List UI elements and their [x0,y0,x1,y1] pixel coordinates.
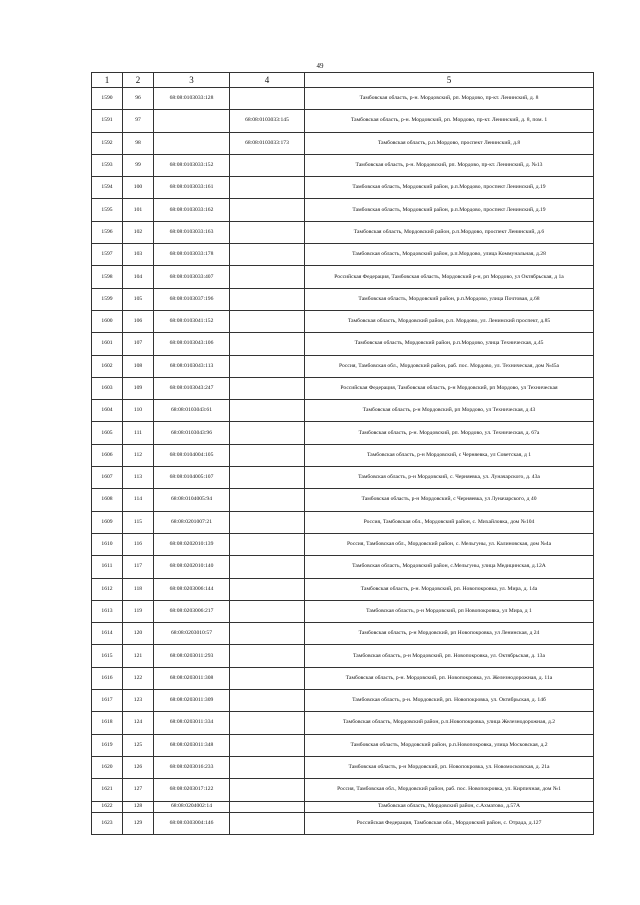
table-row [92,801,594,813]
table-row [92,511,594,533]
table-row [92,154,594,176]
record-number-cell: 1619 [92,734,123,756]
cadastral-number-cell: 68:08:0303004:146 [154,813,230,835]
premises-cadastral-number-cell [230,667,305,689]
row-index-cell: 108 [123,355,154,377]
row-index-cell: 125 [123,734,154,756]
row-index-cell: 107 [123,333,154,355]
cadastral-number-cell: 68:08:0203011:293 [154,645,230,667]
table-row [92,244,594,266]
address-cell: Россия, Тамбовская обл., Мордовский район, с. Мельгуны, ул. Калиновская, дом №4а [305,533,594,555]
record-number-cell: 1621 [92,779,123,801]
premises-cadastral-number-cell [230,355,305,377]
table-row [92,645,594,667]
row-index-cell: 129 [123,813,154,835]
address-cell: Тамбовская область, Мордовский район, с.Мельгуны, улица Медицинская, д.12А [305,556,594,578]
record-number-cell: 1612 [92,578,123,600]
address-cell: Тамбовская область, р-н. Мордовский, рп. Мордово, ул. Техническая, д. 67а [305,422,594,444]
cadastral-number-cell: 68:08:0103043:113 [154,355,230,377]
cadastral-number-cell: 68:08:0103033:128 [154,88,230,110]
cadastral-number-cell: 68:08:0103037:196 [154,288,230,310]
cadastral-number-cell: 68:08:0202010:140 [154,556,230,578]
premises-cadastral-number-cell [230,244,305,266]
address-cell: Тамбовская область, р-н. Мордовский, рп. Новопокровка, ул. Железнодорожная, д. 11а [305,667,594,689]
premises-cadastral-number-cell: 68:08:0103033:145 [230,110,305,132]
header-row [92,73,594,88]
row-index-cell: 114 [123,489,154,511]
row-index-cell: 98 [123,132,154,154]
premises-cadastral-number-cell [230,645,305,667]
column-header-3: 3 [154,73,230,88]
cadastral-number-cell: 68:08:0204002:14 [154,801,230,813]
row-index-cell: 97 [123,110,154,132]
address-cell: Тамбовская область, Мордовский район, р.п.Мордово, улица Техническая, д.45 [305,333,594,355]
address-cell: Тамбовская область, р-н Мордовский, с. Черняевка, ул. Луначарского, д. 43а [305,467,594,489]
premises-cadastral-number-cell [230,690,305,712]
premises-cadastral-number-cell [230,578,305,600]
premises-cadastral-number-cell [230,422,305,444]
address-cell: Тамбовская область, р-н Мордовский, с Черняевка, ул Советская, д 1 [305,444,594,466]
cadastral-number-cell: 68:08:0203011:334 [154,712,230,734]
row-index-cell: 102 [123,221,154,243]
premises-cadastral-number-cell [230,712,305,734]
row-index-cell: 110 [123,400,154,422]
address-cell: Российская Федерация, Тамбовская обл., Мордовский район, с. Отрада, д.127 [305,813,594,835]
address-cell: Тамбовская область, Мордовский район, р.п.Мордово, проспект Ленинский, д.19 [305,199,594,221]
record-number-cell: 1600 [92,310,123,332]
cadastral-number-cell [154,132,230,154]
address-cell: Тамбовская область, Мордовский район, р.п.Мордово, проспект Ленинский, д.19 [305,177,594,199]
cadastral-number-cell: 68:08:0104005:94 [154,489,230,511]
cadastral-number-cell: 68:08:0103033:178 [154,244,230,266]
record-number-cell: 1609 [92,511,123,533]
record-number-cell: 1593 [92,154,123,176]
record-number-cell: 1620 [92,756,123,778]
table-row [92,132,594,154]
premises-cadastral-number-cell [230,734,305,756]
cadastral-number-cell: 68:08:0103033:161 [154,177,230,199]
table-row [92,288,594,310]
premises-cadastral-number-cell [230,801,305,813]
row-index-cell: 115 [123,511,154,533]
address-cell: Тамбовская область, р-н Мордовский, с Черняевка, ул Луначарского, д 40 [305,489,594,511]
record-number-cell: 1602 [92,355,123,377]
record-number-cell: 1595 [92,199,123,221]
record-number-cell: 1613 [92,600,123,622]
record-number-cell: 1608 [92,489,123,511]
premises-cadastral-number-cell [230,623,305,645]
cadastral-number-cell: 68:08:0103041:152 [154,310,230,332]
record-number-cell: 1618 [92,712,123,734]
record-number-cell: 1597 [92,244,123,266]
record-number-cell: 1596 [92,221,123,243]
cadastral-number-cell: 68:08:0103043:61 [154,400,230,422]
table-row [92,533,594,555]
premises-cadastral-number-cell [230,288,305,310]
row-index-cell: 117 [123,556,154,578]
row-index-cell: 112 [123,444,154,466]
address-cell: Тамбовская область, Мордовский район, р.п.Мордово, улица Почтовая, д.68 [305,288,594,310]
table-row [92,556,594,578]
cadastral-number-cell: 68:08:0203017:122 [154,779,230,801]
premises-cadastral-number-cell [230,266,305,288]
row-index-cell: 127 [123,779,154,801]
table-row [92,690,594,712]
premises-cadastral-number-cell: 68:08:0103033:173 [230,132,305,154]
record-number-cell: 1617 [92,690,123,712]
cadastral-number-cell: 68:08:0201007:21 [154,511,230,533]
premises-cadastral-number-cell [230,779,305,801]
cadastral-number-cell: 68:08:0203011:309 [154,690,230,712]
row-index-cell: 111 [123,422,154,444]
premises-cadastral-number-cell [230,377,305,399]
row-index-cell: 109 [123,377,154,399]
record-number-cell: 1606 [92,444,123,466]
table-row [92,712,594,734]
premises-cadastral-number-cell [230,221,305,243]
table-row [92,310,594,332]
record-number-cell: 1592 [92,132,123,154]
address-cell: Тамбовская область, Мордовский район, р.п. Мордово, ул. Ленинский проспект, д.85 [305,310,594,332]
record-number-cell: 1611 [92,556,123,578]
table-row [92,400,594,422]
table-row [92,813,594,835]
cadastral-number-cell: 68:08:0104005:107 [154,467,230,489]
address-cell: Тамбовская область, р-н Мордовский, рп Новопокровка, ул Ленинская, д 24 [305,623,594,645]
table-row [92,377,594,399]
address-cell: Тамбовская область, р-н Мордовский, рп. Новопокровка, ул. Октябрьская, д. 13а [305,645,594,667]
table-row [92,756,594,778]
premises-cadastral-number-cell [230,199,305,221]
table-row [92,355,594,377]
premises-cadastral-number-cell [230,511,305,533]
cadastral-number-cell: 68:08:0203011:348 [154,734,230,756]
cadastral-number-cell: 68:08:0203016:233 [154,756,230,778]
address-cell: Россия, Тамбовская обл., Мордовский район, раб. пос. Новопокровка, ул. Кирпичная, дом №1 [305,779,594,801]
record-number-cell: 1616 [92,667,123,689]
table-row [92,600,594,622]
record-number-cell: 1594 [92,177,123,199]
address-cell: Тамбовская область, р-н. Мордовский, рп. Мордово, пр-кт. Ленинский, д. №13 [305,154,594,176]
cadastral-number-cell: 68:08:0103033:152 [154,154,230,176]
premises-cadastral-number-cell [230,400,305,422]
registry-table [91,72,594,835]
record-number-cell: 1599 [92,288,123,310]
premises-cadastral-number-cell [230,88,305,110]
cadastral-number-cell: 68:08:0103043:247 [154,377,230,399]
table-row [92,266,594,288]
record-number-cell: 1604 [92,400,123,422]
table-row [92,623,594,645]
table-row [92,779,594,801]
table-row [92,199,594,221]
address-cell: Тамбовская область, р-н. Мордовский, рп. Мордово, пр-кт. Ленинский, д. 8, пом. 1 [305,110,594,132]
row-index-cell: 100 [123,177,154,199]
address-cell: Россия, Тамбовская обл., Мордовский район, раб. пос. Мордово, ул. Техническая, дом №45а [305,355,594,377]
record-number-cell: 1614 [92,623,123,645]
table-row [92,177,594,199]
premises-cadastral-number-cell [230,600,305,622]
cadastral-number-cell: 68:08:0103033:162 [154,199,230,221]
table-row [92,578,594,600]
premises-cadastral-number-cell [230,154,305,176]
cadastral-number-cell: 68:08:0203006:144 [154,578,230,600]
address-cell: Тамбовская область, Мордовский район, р.п.Новопокровка, улица Московская, д.2 [305,734,594,756]
record-number-cell: 1590 [92,88,123,110]
table-row [92,422,594,444]
row-index-cell: 121 [123,645,154,667]
premises-cadastral-number-cell [230,444,305,466]
address-cell: Тамбовская область, р-н Мордовский, рп Новопокровка, ул Мира, д 1 [305,600,594,622]
table-row [92,489,594,511]
row-index-cell: 99 [123,154,154,176]
address-cell: Россия, Тамбовская обл., Мордовский район, с. Михайловка, дом №104 [305,511,594,533]
row-index-cell: 106 [123,310,154,332]
cadastral-number-cell: 68:08:0103033:163 [154,221,230,243]
address-cell: Тамбовская область, Мордовский район, р.п.Мордово, проспект Ленинский, д.6 [305,221,594,243]
row-index-cell: 122 [123,667,154,689]
address-cell: Тамбовская область, р-н Мордовский, рп. Новопокровка, ул. Новомосковская, д. 21а [305,756,594,778]
cadastral-number-cell: 68:08:0103043:96 [154,422,230,444]
record-number-cell: 1603 [92,377,123,399]
address-cell: Тамбовская область, р.п.Мордово, проспект Ленинский, д.8 [305,132,594,154]
premises-cadastral-number-cell [230,489,305,511]
premises-cadastral-number-cell [230,813,305,835]
row-index-cell: 116 [123,533,154,555]
address-cell: Тамбовская область, Мордовский район, р.п.Мордово, улица Коммунальная, д.28 [305,244,594,266]
cadastral-number-cell: 68:08:0203010:57 [154,623,230,645]
cadastral-number-cell: 68:08:0202010:139 [154,533,230,555]
column-header-4: 4 [230,73,305,88]
row-index-cell: 123 [123,690,154,712]
row-index-cell: 104 [123,266,154,288]
column-header-5: 5 [305,73,594,88]
premises-cadastral-number-cell [230,756,305,778]
table-row [92,333,594,355]
table-row [92,110,594,132]
row-index-cell: 124 [123,712,154,734]
address-cell: Тамбовская область, р-н Мордовский, рп Мордово, ул Техническая, д 43 [305,400,594,422]
record-number-cell: 1610 [92,533,123,555]
premises-cadastral-number-cell [230,533,305,555]
record-number-cell: 1623 [92,813,123,835]
row-index-cell: 119 [123,600,154,622]
table-row [92,667,594,689]
table-row [92,467,594,489]
table-body [92,88,594,835]
premises-cadastral-number-cell [230,310,305,332]
record-number-cell: 1605 [92,422,123,444]
record-number-cell: 1601 [92,333,123,355]
row-index-cell: 96 [123,88,154,110]
cadastral-number-cell: 68:08:0203011:308 [154,667,230,689]
address-cell: Тамбовская область, Мордовский район, с.Ахматово, д.57А [305,801,594,813]
column-header-2: 2 [123,73,154,88]
row-index-cell: 118 [123,578,154,600]
premises-cadastral-number-cell [230,333,305,355]
address-cell: Тамбовская область, р-н. Мордовский, рп. Мордово, пр-кт. Ленинский, д. 8 [305,88,594,110]
record-number-cell: 1598 [92,266,123,288]
address-cell: Тамбовская область, р-н. Мордовский, рп. Новопокровка, ул. Октябрьская, д. 14б [305,690,594,712]
cadastral-number-cell: 68:08:0103043:106 [154,333,230,355]
record-number-cell: 1615 [92,645,123,667]
column-header-1: 1 [92,73,123,88]
record-number-cell: 1607 [92,467,123,489]
table-row [92,444,594,466]
row-index-cell: 103 [123,244,154,266]
row-index-cell: 113 [123,467,154,489]
premises-cadastral-number-cell [230,467,305,489]
cadastral-number-cell: 68:08:0104004:105 [154,444,230,466]
row-index-cell: 128 [123,801,154,813]
cadastral-number-cell [154,110,230,132]
cadastral-number-cell: 68:08:0103033:407 [154,266,230,288]
record-number-cell: 1622 [92,801,123,813]
table-row [92,221,594,243]
table-row [92,734,594,756]
address-cell: Тамбовская область, Мордовский район, р.п.Новопокровка, улица Железнодорожная, д.2 [305,712,594,734]
premises-cadastral-number-cell [230,177,305,199]
row-index-cell: 101 [123,199,154,221]
table-row [92,88,594,110]
address-cell: Тамбовская область, р-н. Мордовский, рп. Новопокровка, ул. Мира, д. 14а [305,578,594,600]
premises-cadastral-number-cell [230,556,305,578]
page-number: 49 [316,62,324,70]
row-index-cell: 126 [123,756,154,778]
address-cell: Российская Федерация, Тамбовская область, р-н Мордовский, рп Мордово, ул Техническая [305,377,594,399]
record-number-cell: 1591 [92,110,123,132]
address-cell: Российская Федерация, Тамбовская область, Мордовский р-н, рп Мордово, ул Октябрьская, д 1а [305,266,594,288]
row-index-cell: 105 [123,288,154,310]
row-index-cell: 120 [123,623,154,645]
cadastral-number-cell: 68:08:0203006:217 [154,600,230,622]
